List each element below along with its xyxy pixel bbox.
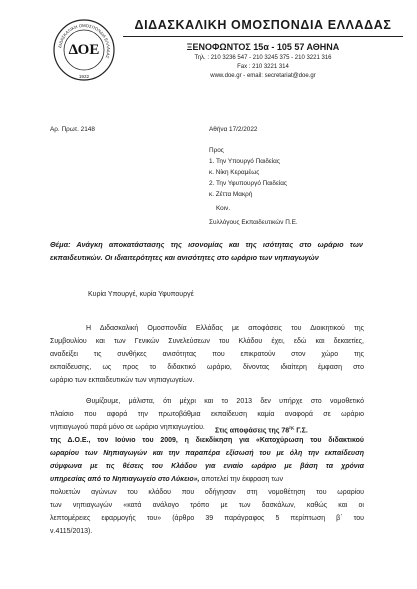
recipient-line: 2. Την Υφυπουργό Παιδείας xyxy=(209,180,288,187)
protocol-number: Αρ. Πρωτ. 2148 xyxy=(50,126,95,133)
subject-line: εκπαιδευτικών. Οι ιδιαιτερότητες και ανισότητες στο ωράριο των νηπιαγωγών xyxy=(50,253,319,262)
logo-ring-text: ΔΙΔΑΣΚΑΛΙΚΗ ΟΜΟΣΠΟΝΔΙΑ ΕΛΛΑΔΑΣ xyxy=(57,22,112,60)
org-fax: Fax : 210 3221 314 xyxy=(237,64,289,70)
body-line: Θυμίζουμε, μάλιστα, ότι μέχρι και το 2013 δεν υπήρχε στο νομοθετικό xyxy=(86,398,364,405)
body-line-bold-italic: σύμφωνα με τις θέσεις του Κλάδου για ενιαίο ωράριο με βάση τα χρόνια xyxy=(50,463,364,470)
body-line: νηπιαγωγού παρά μόνο σε ωράριο νηπιαγωγείου. xyxy=(50,424,205,431)
body-line-bold: Στις αποφάσεις της $78^{\eta\varsigma}$ Γ.Σ. xyxy=(215,425,308,435)
body-line: ωράριο των εκπαιδευτικών των νηπιαγωγείων. xyxy=(50,377,195,384)
body-line: υπηρεσίας από το Νηπιαγωγείο στο Λύκειο», αποτελεί την έκφραση των xyxy=(50,476,284,483)
org-phones: Τηλ. : 210 3236 547 - 210 3245 375 - 210 3221 316 xyxy=(194,55,332,61)
body-line: εκπαίδευσης, ως προς το διδακτικό ωράριο, δίνοντας ιδιαίτερη έμφαση στο xyxy=(50,364,364,371)
recipient-line: κ. Νίκη Κεραμέως xyxy=(209,169,260,176)
org-address: ΞΕΝΟΦΩΝΤΟΣ 15α - 105 57 ΑΘΗΝΑ xyxy=(186,42,340,52)
body-line: Συμβουλίου και των Γενικών Συνελεύσεων του Κλάδου έχει, εδώ και δεκαετίες, xyxy=(50,338,364,345)
body-line: πολυετών αγώνων του κλάδου που οδήγησαν στη νομοθέτηση του ωραρίου xyxy=(50,489,364,496)
body-line: Η Διδασκαλική Ομοσπονδία Ελλάδας με αποφάσεις του Διοικητικού της xyxy=(86,325,364,332)
org-name: ΔΙΔΑΣΚΑΛΙΚΗ ΟΜΟΣΠΟΝΔΙΑ ΕΛΛΑΔΑΣ xyxy=(134,18,392,32)
doe-logo xyxy=(52,18,116,82)
cc-label: Κοιν. xyxy=(216,205,231,212)
subject-line: Θέμα: Ανάγκη αποκατάστασης της ισονομίας και της ισότητας στο ωράριο των xyxy=(50,240,363,249)
body-line: λεπτομέρειες εφαρμογής του» (άρθρο 39 παράγραφος 5 περίπτωση β΄ του xyxy=(50,515,364,522)
org-web-email: www.doe.gr - email: secretariat@doe.gr xyxy=(210,73,316,79)
recipients-label: Προς xyxy=(209,147,224,154)
cc-line: Συλλόγους Εκπαιδευτικών Π.Ε. xyxy=(209,219,298,226)
body-line-bold-italic: ωραρίου των Νηπιαγωγών και την παραπέρα εξίσωσή του με όλη την εκπαίδευση xyxy=(50,450,364,457)
logo-initials: ΔΟΕ xyxy=(68,42,100,58)
recipient-line: κ. Ζέττα Μακρή xyxy=(209,191,253,198)
logo-year: 1922 xyxy=(78,74,90,79)
letter-date: Αθήνα 17/2/2022 xyxy=(209,126,258,133)
salutation: Κυρία Υπουργέ, κυρία Υφυπουργέ xyxy=(88,291,194,298)
letterhead-rule xyxy=(123,36,403,37)
body-line: των νηπιαγωγών «κατά ανάλογο τρόπο με των δασκάλων, καθώς και οι xyxy=(50,502,364,509)
body-line: ν.4115/2013). xyxy=(50,528,93,535)
body-line: πλαίσιο που αφορά την πρωτοβάθμια εκπαίδευση καμία αναφορά σε ωράριο xyxy=(50,411,364,418)
recipient-line: 1. Την Υπουργό Παιδείας xyxy=(209,158,280,165)
body-line-bold: της Δ.Ο.Ε., τον Ιούνιο του 2009, η διεκδίκηση για «Κατοχύρωση του διδακτικού xyxy=(50,437,364,444)
body-line: αναδείξει τις συνθήκες ανισότητας που επικρατούν στον χώρο της xyxy=(50,351,364,358)
